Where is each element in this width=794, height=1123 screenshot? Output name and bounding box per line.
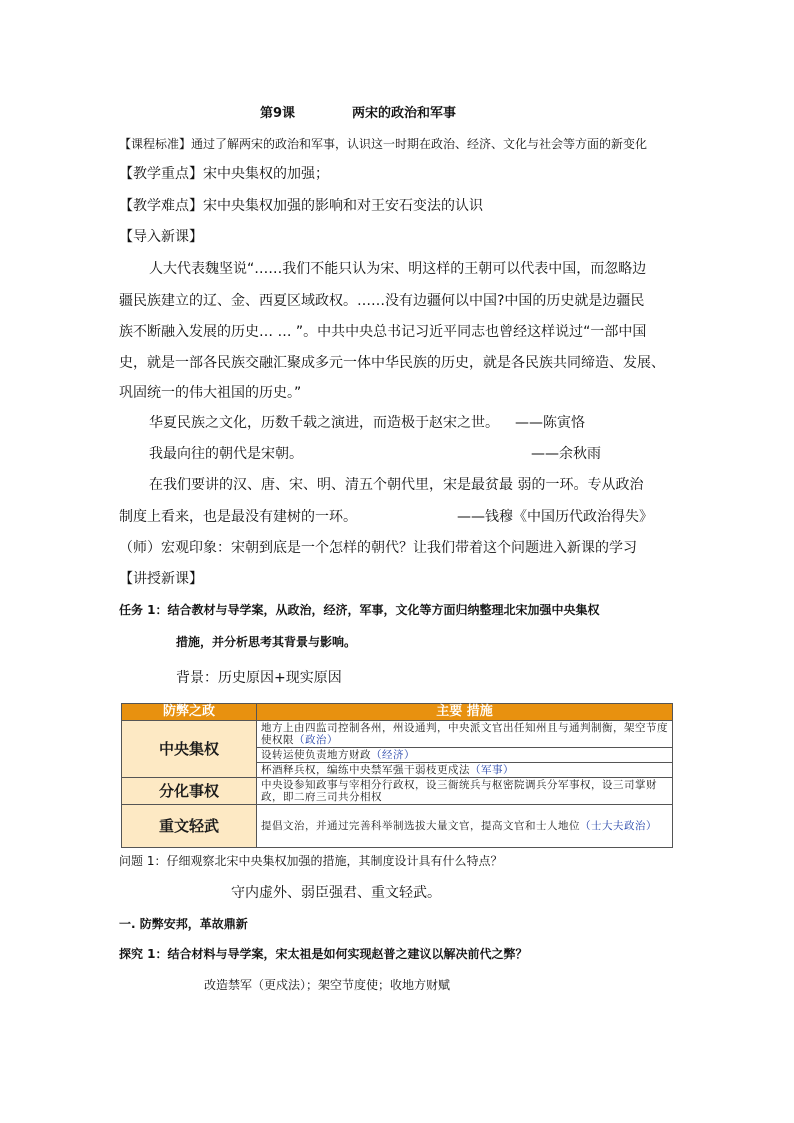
question1-answer: 守内虚外、弱臣强君、重文轻武。 [231,885,441,901]
measure-item [257,721,673,748]
measure-tag: （士大夫政治） [580,820,657,832]
measure-item [257,778,673,805]
explore1-answer: 改造禁军（更戍法）；架空节度使；收地方财赋 [204,978,451,992]
quote-yu-text: 我最向往的朝代是宋朝。 [149,446,303,462]
course-standard: 【课程标准】通过了解两宋的政治和军事，认识这一时期在政治、经济、文化与社会等方面的新变化 [119,137,648,151]
task1-line: 任务 1：结合教材与导学案，从政治，经济，军事，文化等方面归纳整理北宋加强中央集权 [119,603,600,617]
difficult-point: 【教学难点】宋中央集权加强的影响和对王安石变法的认识 [119,198,483,214]
quote-yu-author: ——余秋雨 [531,446,601,462]
row-label: 重文轻武 [122,805,257,848]
key-point: 【教学重点】宋中央集权的加强； [119,166,329,182]
measure-tag: （军事） [470,764,514,776]
measure-text: 杯酒释兵权，编练中央禁军强干弱枝更戍法 [261,764,470,776]
qianmu-quote-line: 制度上看来，也是最没有建树的一环。 [119,509,357,525]
intro-paragraph-line: 巩固统一的伟大祖国的历史。” [119,385,302,401]
qianmu-author: ——钱穆《中国历代政治得失》 [457,509,653,525]
task1-background: 背景：历史原因+现实原因 [176,670,342,686]
question1-text: 问题 1：仔细观察北宋中央集权加强的措施，其制度设计具有什么特点？ [119,854,503,868]
explore1-text: 探究 1：结合材料与导学案，宋太祖是如何实现赵普之建议以解决前代之弊？ [119,947,528,961]
table-header-right: 主要 措施 [257,704,673,721]
explain-heading: 【讲授新课】 [119,571,203,587]
table-header-row [122,704,673,721]
row-label: 中央集权 [122,721,257,778]
measure-item [257,805,673,848]
measure-item [257,748,673,763]
table-row [122,721,673,748]
section1-heading: 一. 防弊安邦，革故鼎新 [119,917,248,931]
intro-paragraph-line: 疆民族建立的辽、金、西夏区域政权。……没有边疆何以中国?中国的历史就是边疆民 [119,293,645,309]
table-row [122,778,673,805]
measure-text: 地方上由四监司控制各州，州设通判，中央派文官出任知州且与通判制衡，架空节度使权限 [261,722,668,746]
teacher-prompt: （师）宏观印象：宋朝到底是一个怎样的朝代？让我们带着这个问题进入新课的学习 [119,540,637,556]
measure-tag: （经济） [371,749,415,761]
task1-line: 措施，并分析思考其背景与影响。 [176,635,357,649]
measures-table [121,703,673,848]
new-lesson-heading: 【导入新课】 [119,229,203,245]
lesson-number: 第9课 [260,106,296,121]
measure-text: 设转运使负责地方财政 [261,749,371,761]
measure-tag: （政治） [294,734,338,746]
intro-paragraph-line: 人大代表魏坚说“……我们不能只认为宋、明这样的王朝可以代表中国，而忽略边 [149,261,647,277]
quote-chen-author: ——陈寅恪 [515,415,585,431]
intro-paragraph-line: 族不断融入发展的历史… … ”。中共中央总书记习近平同志也曾经这样说过“一部中国 [119,324,647,340]
measure-text: 中央设参知政事与宰相分行政权，设三衙统兵与枢密院调兵分军事权，设三司掌财政，即二府三司共分相权 [261,779,657,803]
quote-chen-text: 华夏民族之文化，历数千载之演进，而造极于赵宋之世。 [149,415,499,431]
table-header-left: 防弊之政 [122,704,257,721]
lesson-title: 两宋的政治和军事 [352,106,457,121]
measure-item [257,763,673,778]
qianmu-quote-line: 在我们要讲的汉、唐、宋、明、清五个朝代里，宋是最贫最 弱的一环。专从政治 [149,477,644,493]
measure-text: 提倡文治，并通过完善科举制选拔大量文官，提高文官和士人地位 [261,820,580,832]
row-label: 分化事权 [122,778,257,805]
table-row [122,805,673,848]
intro-paragraph-line: 史，就是一部各民族交融汇聚成多元一体中华民族的历史，就是各民族共同缔造、发展、 [119,355,665,371]
